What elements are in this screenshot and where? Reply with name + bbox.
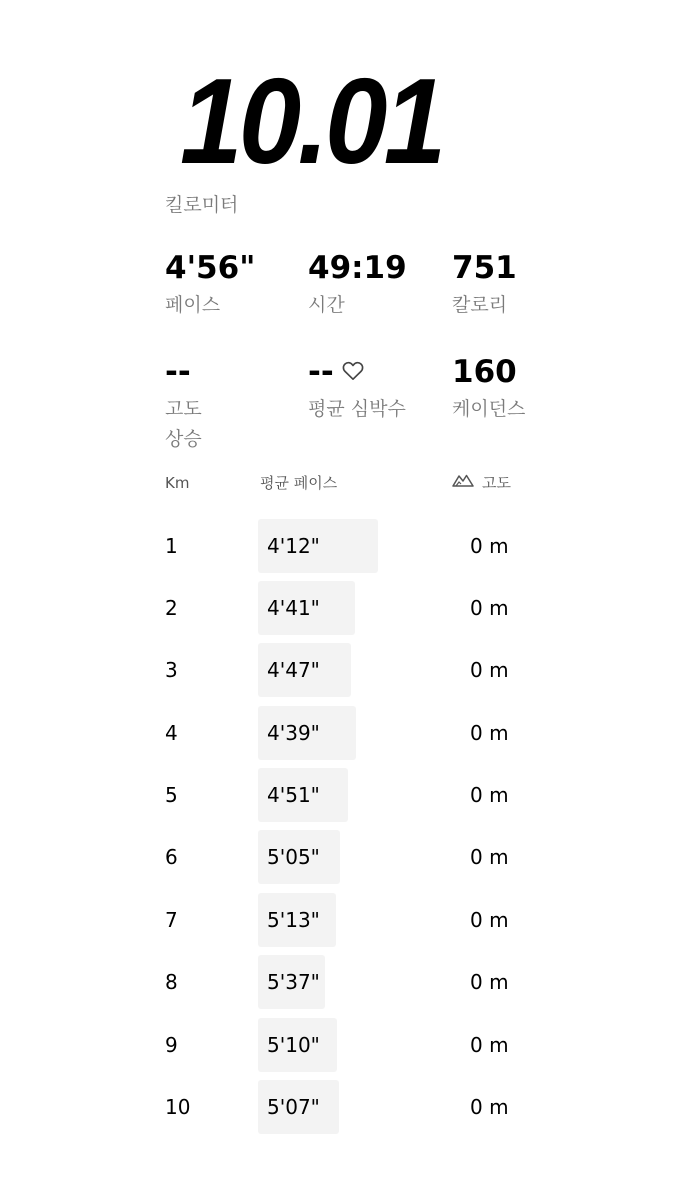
stat-pace-label: 페이스 [165, 294, 221, 316]
split-km: 6 [165, 845, 178, 869]
split-elevation: 0 m [470, 1033, 509, 1057]
splits-header-km: Km [165, 474, 190, 492]
stat-calories-label: 칼로리 [452, 294, 508, 316]
split-row [0, 1080, 675, 1134]
split-pace: 5'37" [267, 970, 320, 994]
stat-heart-rate-value: -- [308, 354, 334, 390]
splits-header-pace: 평균 페이스 [260, 474, 338, 492]
heart-outline-icon [342, 353, 364, 389]
split-km: 7 [165, 908, 178, 932]
split-elevation: 0 m [470, 721, 509, 745]
split-km: 1 [165, 534, 178, 558]
stat-cadence [452, 354, 602, 424]
split-elevation: 0 m [470, 1095, 509, 1119]
split-elevation: 0 m [470, 596, 509, 620]
split-km: 2 [165, 596, 178, 620]
stat-pace [165, 250, 315, 320]
split-km: 9 [165, 1033, 178, 1057]
split-row [0, 706, 675, 760]
split-row [0, 643, 675, 697]
stat-time [308, 250, 458, 320]
split-pace: 5'07" [267, 1095, 320, 1119]
stat-heart-rate [308, 354, 458, 424]
split-row [0, 519, 675, 573]
split-km: 10 [165, 1095, 191, 1119]
splits-header-elevation-label: 고도 [482, 474, 511, 492]
stat-pace-value: 4'56" [165, 250, 256, 286]
split-elevation: 0 m [470, 783, 509, 807]
distance-unit-label: 킬로미터 [165, 194, 239, 216]
split-pace: 4'47" [267, 658, 320, 682]
split-elevation: 0 m [470, 845, 509, 869]
split-km: 3 [165, 658, 178, 682]
split-pace: 5'05" [267, 845, 320, 869]
stat-elevation-gain [165, 354, 315, 454]
stat-heart-rate-label: 평균 심박수 [308, 398, 406, 420]
split-pace: 5'10" [267, 1033, 320, 1057]
stat-time-label: 시간 [308, 294, 345, 316]
split-pace: 4'51" [267, 783, 320, 807]
split-elevation: 0 m [470, 908, 509, 932]
stat-calories [452, 250, 602, 320]
split-pace: 4'12" [267, 534, 320, 558]
split-elevation: 0 m [470, 970, 509, 994]
split-row [0, 893, 675, 947]
split-km: 8 [165, 970, 178, 994]
split-row [0, 1018, 675, 1072]
split-row [0, 955, 675, 1009]
distance-value: 10.01 [180, 53, 443, 189]
split-pace: 4'39" [267, 721, 320, 745]
stat-elevation-gain-label: 고도 상승 [165, 398, 202, 450]
stat-heart-rate-row [308, 354, 458, 390]
split-elevation: 0 m [470, 658, 509, 682]
split-km: 5 [165, 783, 178, 807]
split-row [0, 581, 675, 635]
split-elevation: 0 m [470, 534, 509, 558]
splits-header-elevation [452, 472, 511, 494]
split-pace: 4'41" [267, 596, 320, 620]
split-row [0, 830, 675, 884]
split-pace: 5'13" [267, 908, 320, 932]
split-row [0, 768, 675, 822]
mountain-icon [452, 471, 474, 493]
stat-calories-value: 751 [452, 250, 517, 286]
stat-elevation-gain-value: -- [165, 354, 191, 390]
stat-cadence-label: 케이던스 [452, 398, 526, 420]
split-km: 4 [165, 721, 178, 745]
stat-cadence-value: 160 [452, 354, 517, 390]
stat-time-value: 49:19 [308, 250, 407, 286]
